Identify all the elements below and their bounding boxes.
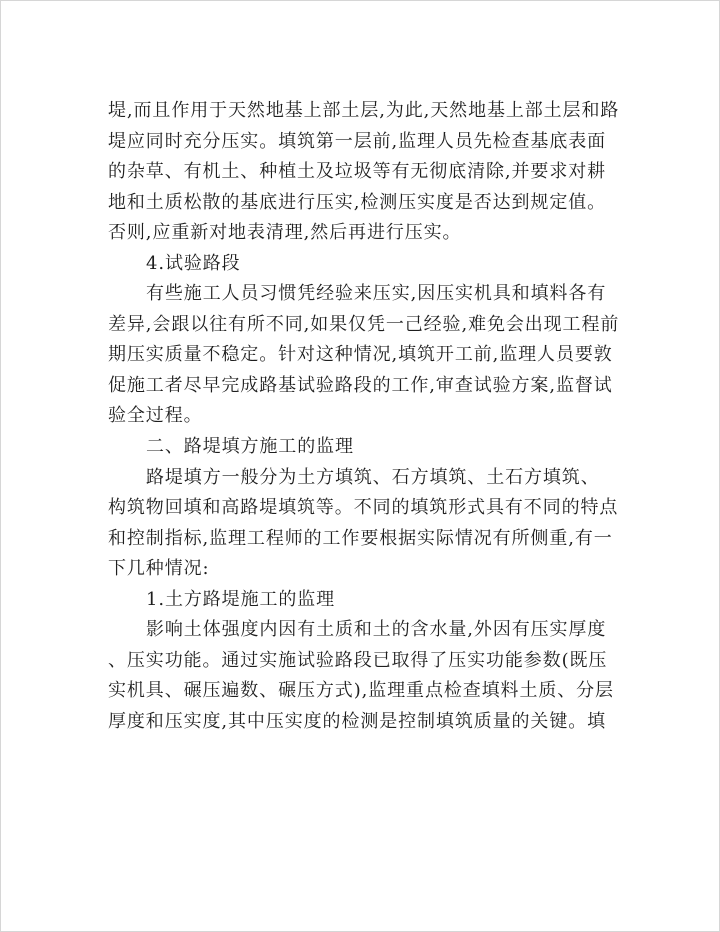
body-text-line: 实机具、碾压遍数、碾压方式),监理重点检查填料土质、分层 xyxy=(108,680,614,702)
body-text-line: 、压实功能。通过实施试验路段已取得了压实功能参数(既压 xyxy=(108,649,608,671)
body-text-line: 厚度和压实度,其中压实度的检测是控制填筑质量的关键。填 xyxy=(108,710,607,732)
body-text-line: 的杂草、有机土、种植土及垃圾等有无彻底清除,并要求对耕 xyxy=(108,161,607,183)
body-text-line: 期压实质量不稳定。针对这种情况,填筑开工前,监理人员要敦 xyxy=(108,344,613,366)
body-text-line: 堤应同时充分压实。填筑第一层前,监理人员先检查基底表面 xyxy=(108,130,607,152)
body-text-line: 差异,会跟以往有所不同,如果仅凭一己经验,难免会出现工程前 xyxy=(108,313,620,335)
body-text-line: 构筑物回填和高路堤填筑等。不同的填筑形式具有不同的特点 xyxy=(108,497,619,519)
body-text-line: 下几种情况: xyxy=(108,558,210,580)
section-heading-test-section: 4.试验路段 xyxy=(146,252,241,274)
body-text-line: 堤,而且作用于天然地基上部土层,为此,天然地基上部土层和路 xyxy=(108,100,620,121)
paragraph-first-line: 影响土体强度内因有土质和土的含水量,外因有压实厚度 xyxy=(146,619,607,641)
paragraph-first-line: 路堤填方一般分为土方填筑、石方填筑、土石方填筑、 xyxy=(146,466,600,488)
body-text-line: 和控制指标,监理工程师的工作要根据实际情况有所侧重,有一 xyxy=(108,527,613,549)
section-heading-embankment-fill: 二、路堤填方施工的监理 xyxy=(146,436,354,458)
document-body xyxy=(108,96,618,737)
section-heading-earth-embankment: 1.土方路堤施工的监理 xyxy=(146,588,336,610)
body-text-line: 验全过程。 xyxy=(108,405,203,427)
body-text-line: 促施工者尽早完成路基试验路段的工作,审查试验方案,监督试 xyxy=(108,374,613,396)
paragraph-first-line: 有些施工人员习惯凭经验来压实,因压实机具和填料各有 xyxy=(146,283,607,305)
body-text-line: 地和土质松散的基底进行压实,检测压实度是否达到规定值。 xyxy=(108,191,607,213)
body-text-line: 否则,应重新对地表清理,然后再进行压实。 xyxy=(108,222,462,244)
